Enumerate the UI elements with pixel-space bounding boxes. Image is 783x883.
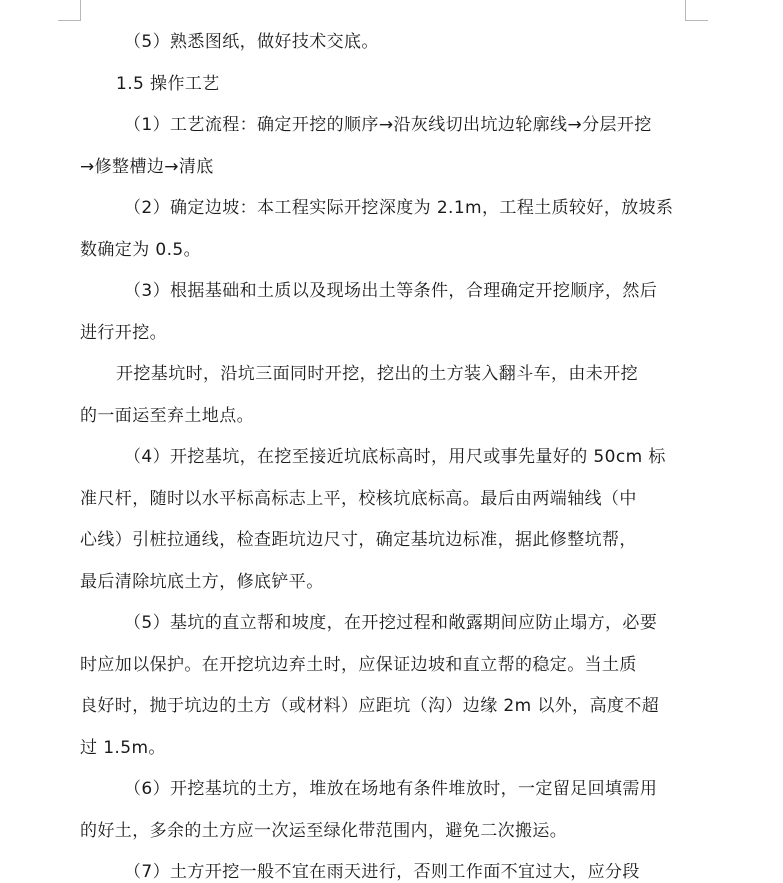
paragraph-soil-storage xyxy=(80,769,687,852)
document-body xyxy=(80,22,687,883)
text-line: （7）土方开挖一般不宜在雨天进行，否则工作面不宜过大，应分段 xyxy=(124,863,640,882)
text-line: 的好土，多余的土方应一次运至绿化带范围内，避免二次搬运。 xyxy=(80,820,568,841)
text-line: 过 1.5m。 xyxy=(80,737,166,758)
text-line: 数确定为 0.5。 xyxy=(80,239,202,260)
paragraph-excavation-order xyxy=(80,271,687,354)
text-line: （4）开挖基坑，在挖至接近坑底标高时，用尺或事先量好的 50cm 标 xyxy=(124,447,666,467)
text-line: （3）根据基础和土质以及现场出土等条件，合理确定开挖顺序，然后 xyxy=(124,281,658,301)
text-line: 的一面运至弃土地点。 xyxy=(80,405,254,426)
text-line: （5）基坑的直立帮和坡度，在开挖过程和敞露期间应防止塌方，必要 xyxy=(124,613,658,633)
section-heading xyxy=(80,64,687,106)
paragraph-rain-weather xyxy=(80,863,687,883)
text-line: （6）开挖基坑的土方，堆放在场地有条件堆放时，一定留足回填需用 xyxy=(124,779,658,799)
paragraph-familiarize-drawings xyxy=(80,22,687,64)
paragraph-slope xyxy=(80,188,687,271)
text-line: （1）工艺流程：确定开挖的顺序→沿灰线切出坑边轮廓线→分层开挖 xyxy=(124,115,652,135)
text-line: 良好时，抛于坑边的土方（或材料）应距坑（沟）边缘 2m 以外，高度不超 xyxy=(80,696,660,716)
text-line: 最后清除坑底土方，修底铲平。 xyxy=(80,571,324,592)
text-line: 时应加以保护。在开挖坑边弃土时，应保证边坡和直立帮的稳定。当土质 xyxy=(80,654,637,675)
text-line: 进行开挖。 xyxy=(80,322,167,343)
paragraph-pit-bottom xyxy=(80,437,687,603)
paragraph-slope-protection xyxy=(80,603,687,769)
text-line: （5）熟悉图纸，做好技术交底。 xyxy=(124,32,379,52)
crop-mark-top-right xyxy=(685,0,708,21)
paragraph-process-flow xyxy=(80,105,687,188)
crop-mark-top-left xyxy=(58,0,81,21)
text-line: →修整槽边→清底 xyxy=(80,156,214,177)
paragraph-excavation-method xyxy=(80,354,687,437)
text-line: 准尺杆，随时以水平标高标志上平，校核坑底标高。最后由两端轴线（中 xyxy=(80,488,637,509)
text-line: （2）确定边坡：本工程实际开挖深度为 2.1m，工程土质较好，放坡系 xyxy=(124,198,674,218)
text-line: 开挖基坑时，沿坑三面同时开挖，挖出的土方装入翻斗车，由未开挖 xyxy=(116,364,638,384)
section-heading-text: 1.5 操作工艺 xyxy=(116,73,220,94)
text-line: 心线）引桩拉通线，检查距坑边尺寸，确定基坑边标准，据此修整坑帮， xyxy=(80,530,637,550)
